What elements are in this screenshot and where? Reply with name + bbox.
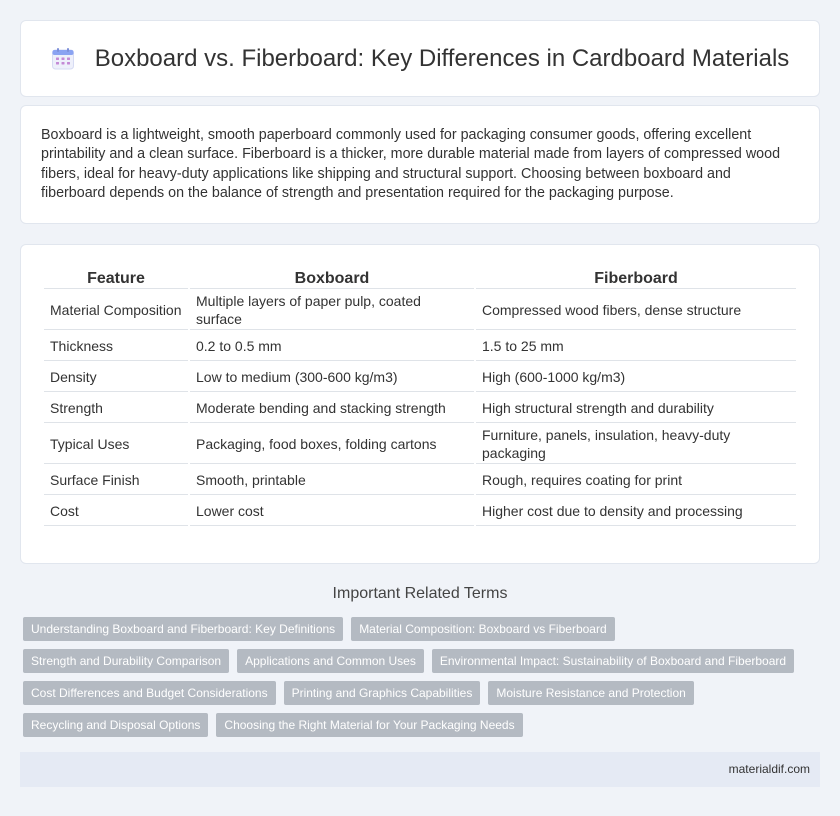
related-term-tag[interactable]: Material Composition: Boxboard vs Fiberboard xyxy=(351,617,614,641)
fiberboard-cell: Rough, requires coating for print xyxy=(476,466,796,495)
related-term-tag[interactable]: Moisture Resistance and Protection xyxy=(488,681,693,705)
feature-cell: Cost xyxy=(44,497,188,526)
table-row xyxy=(44,497,796,526)
header-fiberboard: Fiberboard xyxy=(476,267,796,289)
boxboard-cell: Smooth, printable xyxy=(190,466,474,495)
fiberboard-cell: Furniture, panels, insulation, heavy-duty packaging xyxy=(476,425,796,464)
fiberboard-cell: 1.5 to 25 mm xyxy=(476,332,796,361)
table-row xyxy=(44,291,796,330)
fiberboard-cell: High structural strength and durability xyxy=(476,394,796,423)
page-title: Boxboard vs. Fiberboard: Key Differences in Cardboard Materials xyxy=(94,44,790,72)
table-row xyxy=(44,332,796,361)
table-row xyxy=(44,363,796,392)
comparison-table xyxy=(42,265,798,528)
table-header-row xyxy=(44,267,796,289)
feature-cell: Typical Uses xyxy=(44,425,188,464)
feature-cell: Strength xyxy=(44,394,188,423)
boxboard-cell: Multiple layers of paper pulp, coated surface xyxy=(190,291,474,330)
feature-cell: Surface Finish xyxy=(44,466,188,495)
fiberboard-cell: Compressed wood fibers, dense structure xyxy=(476,291,796,330)
related-term-tag[interactable]: Recycling and Disposal Options xyxy=(23,713,208,737)
related-term-tag[interactable]: Strength and Durability Comparison xyxy=(23,649,229,673)
table-row xyxy=(44,466,796,495)
boxboard-cell: Packaging, food boxes, folding cartons xyxy=(190,425,474,464)
table-row xyxy=(44,394,796,423)
footer-site-link[interactable]: materialdif.com xyxy=(728,762,810,776)
related-term-tag[interactable]: Environmental Impact: Sustainability of Boxboard and Fiberboard xyxy=(432,649,794,673)
boxboard-cell: Moderate bending and stacking strength xyxy=(190,394,474,423)
feature-cell: Density xyxy=(44,363,188,392)
related-terms-heading: Important Related Terms xyxy=(332,585,508,602)
related-terms-tags xyxy=(23,617,813,737)
calendar-icon xyxy=(51,47,75,71)
boxboard-cell: Low to medium (300-600 kg/m3) xyxy=(190,363,474,392)
feature-cell: Material Composition xyxy=(44,291,188,330)
related-term-tag[interactable]: Choosing the Right Material for Your Packaging Needs xyxy=(216,713,522,737)
fiberboard-cell: High (600-1000 kg/m3) xyxy=(476,363,796,392)
boxboard-cell: 0.2 to 0.5 mm xyxy=(190,332,474,361)
header-feature: Feature xyxy=(44,267,188,289)
intro-paragraph: Boxboard is a lightweight, smooth paperboard commonly used for packaging consumer goods, offering excellent printability and a clean surface. Fiberboard is a thicker, more durable material made from layers of compressed wood fibers, ideal for heavy-duty applications like shipping and structural support. Choosing between boxboard and fiberboard depends on the balance of strength and presentation required for the packaging purpose. xyxy=(41,127,781,201)
related-term-tag[interactable]: Cost Differences and Budget Considerations xyxy=(23,681,276,705)
header-boxboard: Boxboard xyxy=(190,267,474,289)
header-card xyxy=(20,20,820,97)
boxboard-cell: Lower cost xyxy=(190,497,474,526)
related-term-tag[interactable]: Applications and Common Uses xyxy=(237,649,424,673)
fiberboard-cell: Higher cost due to density and processing xyxy=(476,497,796,526)
title-wrap xyxy=(51,45,790,73)
related-term-tag[interactable]: Printing and Graphics Capabilities xyxy=(284,681,481,705)
footer xyxy=(20,752,820,787)
related-term-tag[interactable]: Understanding Boxboard and Fiberboard: Key Definitions xyxy=(23,617,343,641)
comparison-table-card xyxy=(20,244,820,564)
feature-cell: Thickness xyxy=(44,332,188,361)
table-row xyxy=(44,425,796,464)
intro-card xyxy=(20,105,820,224)
